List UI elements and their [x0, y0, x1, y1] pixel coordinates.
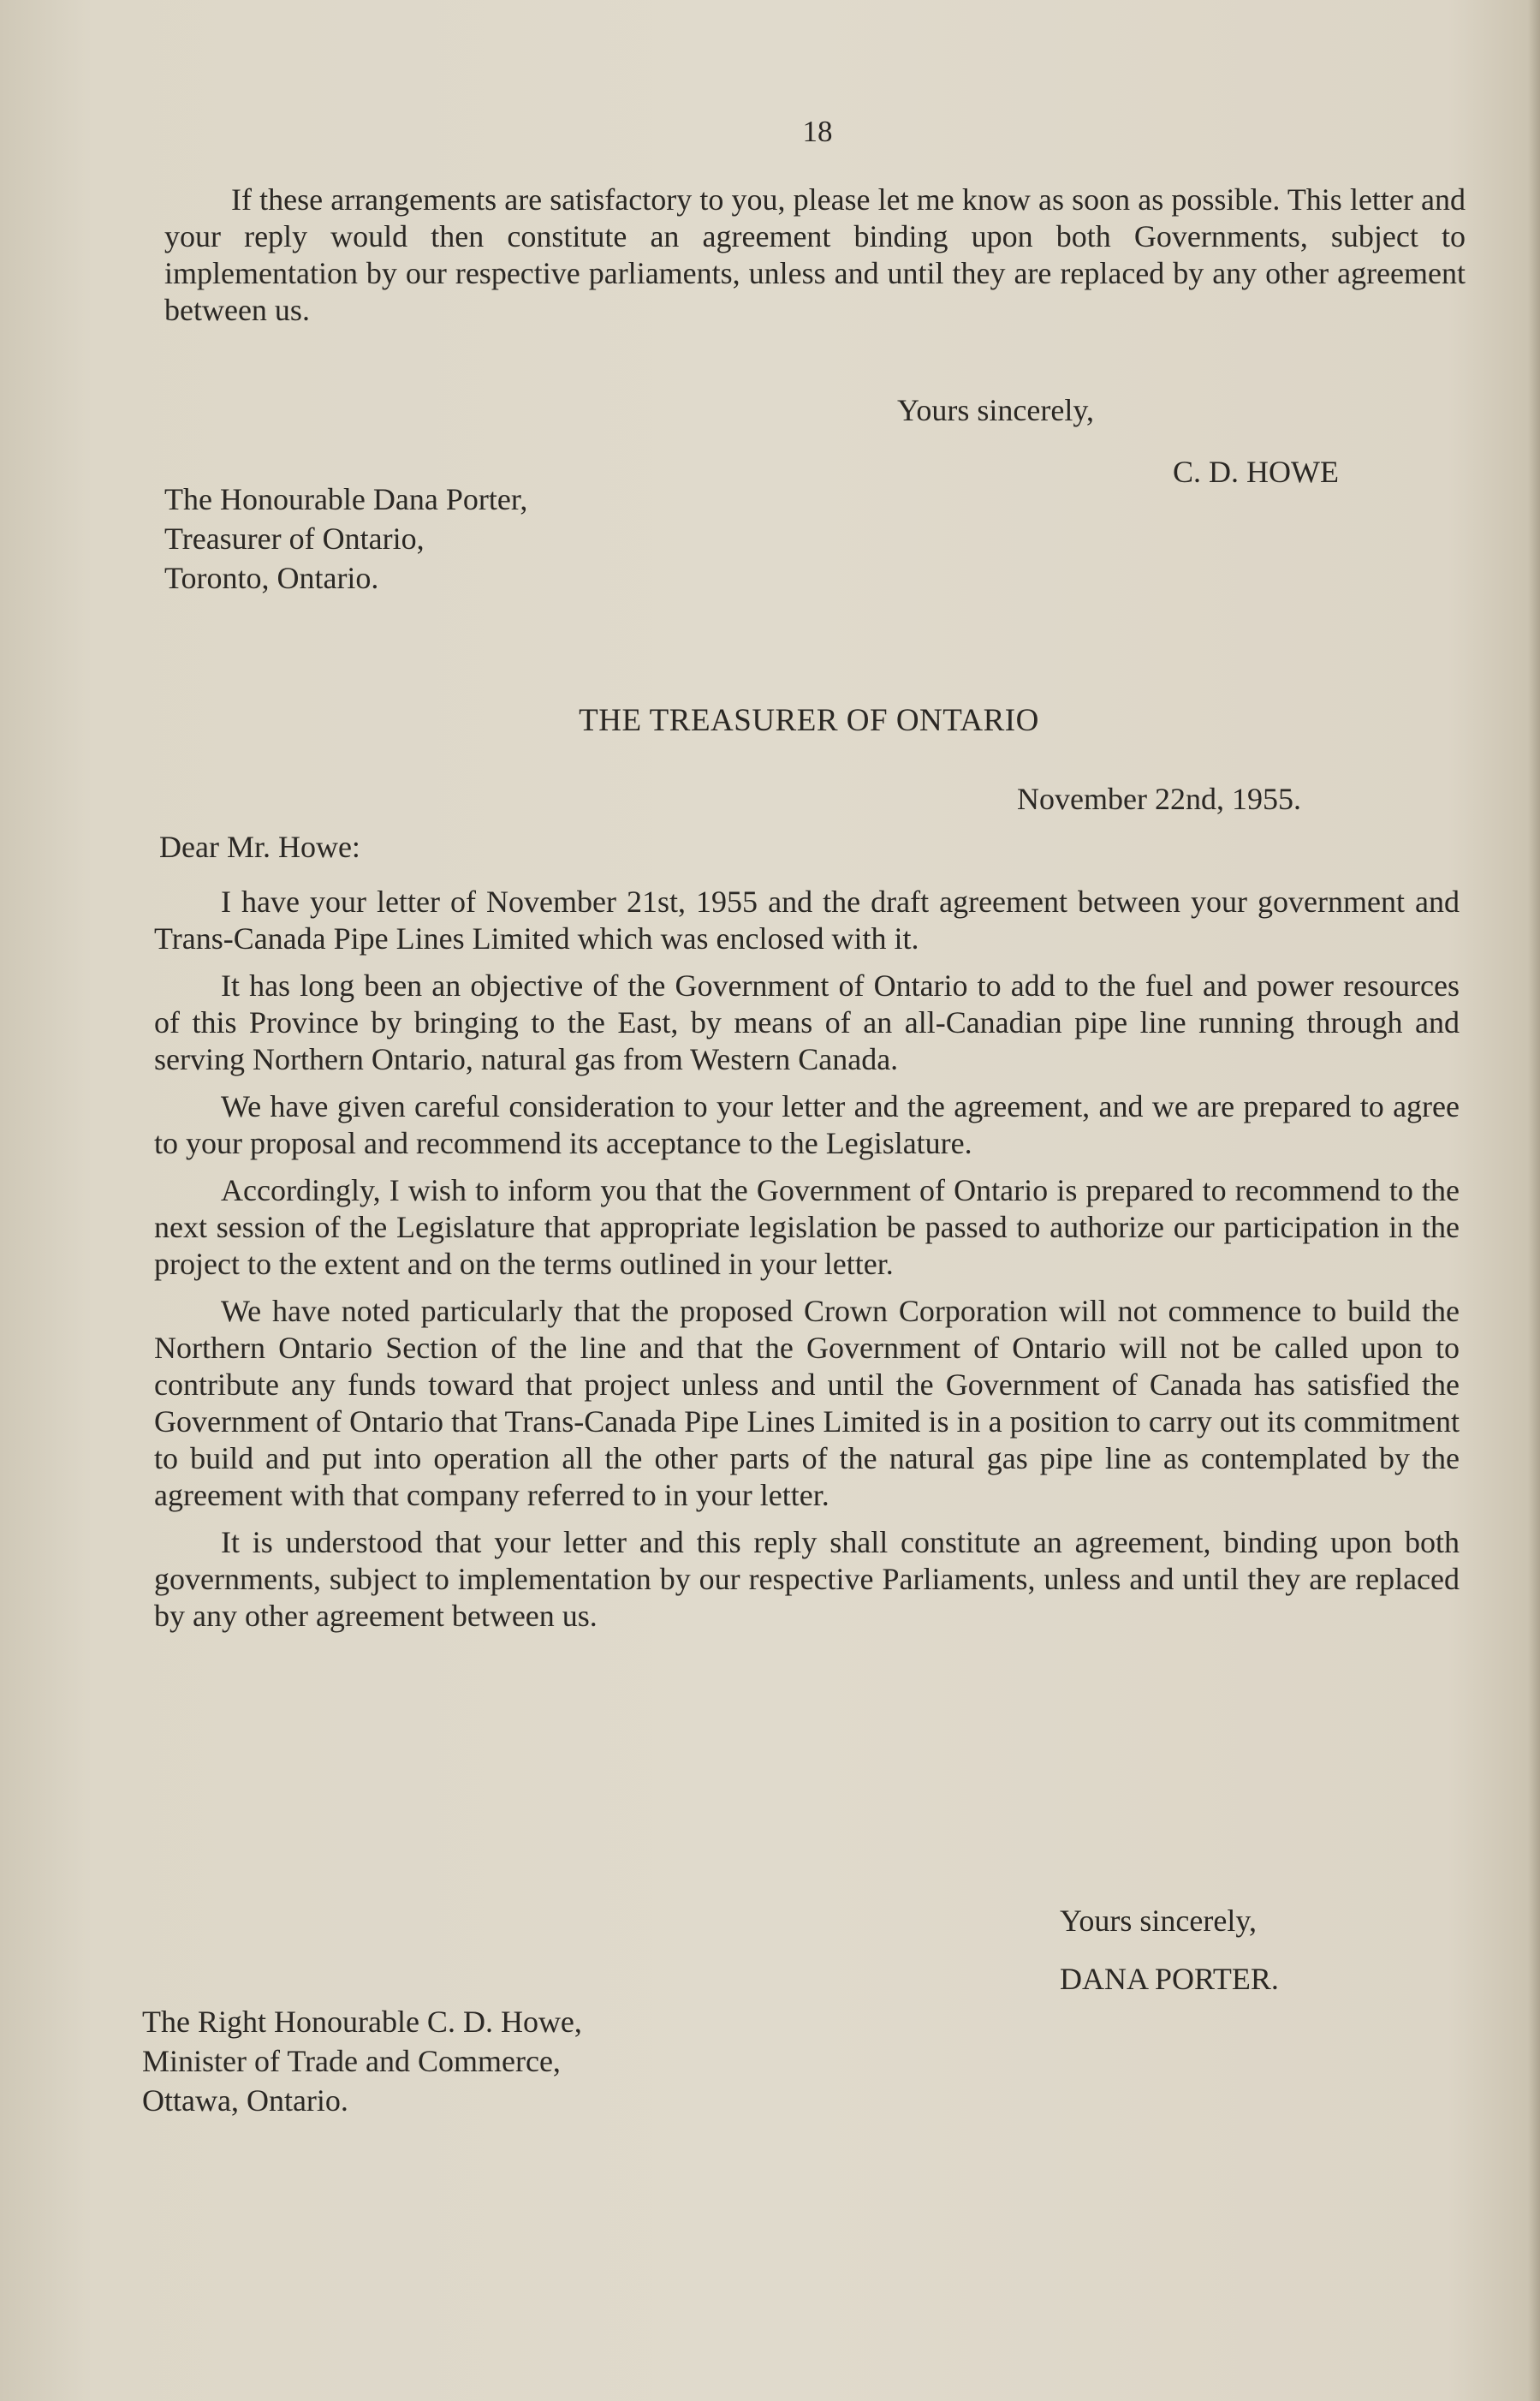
address-line: Minister of Trade and Commerce,	[142, 2044, 561, 2078]
address-line: The Honourable Dana Porter,	[164, 482, 528, 516]
paragraph: It has long been an objective of the Government of Ontario to add to the fuel and power resources of this Province by bringing to the East, by means of an all-Canadian pipe line running through and serving Northern Ontario, natural gas from Western Canada.	[154, 968, 1460, 1076]
paragraph: We have noted particularly that the proposed Crown Corporation will not commence to build the Northern Ontario Section of the line and that the Government of Ontario will not be called upon to contribute any funds toward that project unless and until the Government of Canada has satisfied the Government of Ontario that Trans-Canada Pipe Lines Limited is in a position to carry out its commitment to build and put into operation all the other parts of the natural gas pipe line as contemplated by the agreement with that company referred to in your letter.	[154, 1294, 1460, 1512]
recipient-address-porter	[164, 480, 527, 598]
paragraph: We have given careful consideration to your letter and the agreement, and we are prepared to agree to your proposal and recommend its acceptance to the Legislature.	[154, 1089, 1460, 1160]
porter-valediction: Yours sincerely,	[1060, 1904, 1257, 1938]
paragraph: It is understood that your letter and this reply shall constitute an agreement, binding upon both governments, subject to implementation by our respective Parliaments, unless and until they are replaced by any other agreement between us.	[154, 1525, 1460, 1633]
page-number: 18	[802, 115, 833, 148]
address-line: Toronto, Ontario.	[164, 561, 379, 595]
porter-signature: DANA PORTER.	[1060, 1962, 1279, 1996]
letter-body	[154, 884, 1460, 1635]
letter-heading: THE TREASURER OF ONTARIO	[579, 703, 1039, 738]
address-line: Ottawa, Ontario.	[142, 2083, 348, 2118]
page-edge-shadow	[1528, 0, 1540, 2401]
letter-date: November 22nd, 1955.	[1017, 782, 1301, 816]
howe-valediction: Yours sincerely,	[897, 393, 1094, 427]
address-line: The Right Honourable C. D. Howe,	[142, 2005, 582, 2039]
salutation: Dear Mr. Howe:	[159, 830, 360, 864]
address-line: Treasurer of Ontario,	[164, 521, 425, 556]
paragraph: I have your letter of November 21st, 1955 and the draft agreement between your government and Trans-Canada Pipe Lines Limited which was enclosed with it.	[154, 885, 1460, 956]
letter-closing-paragraph	[164, 182, 1466, 329]
paragraph: Accordingly, I wish to inform you that the Government of Ontario is prepared to recommend to the next session of the Legislature that appropriate legislation be passed to authorize our participation in the project to the extent and on the terms outlined in your letter.	[154, 1173, 1460, 1281]
howe-signature: C. D. HOWE	[1173, 455, 1339, 489]
paragraph: If these arrangements are satisfactory to you, please let me know as soon as possible. This letter and your reply would then constitute an agreement binding upon both Governments, subject to implementation by our respective parliaments, unless and until they are replaced by any other agreement between us.	[164, 182, 1466, 327]
recipient-address-howe	[142, 2002, 582, 2120]
